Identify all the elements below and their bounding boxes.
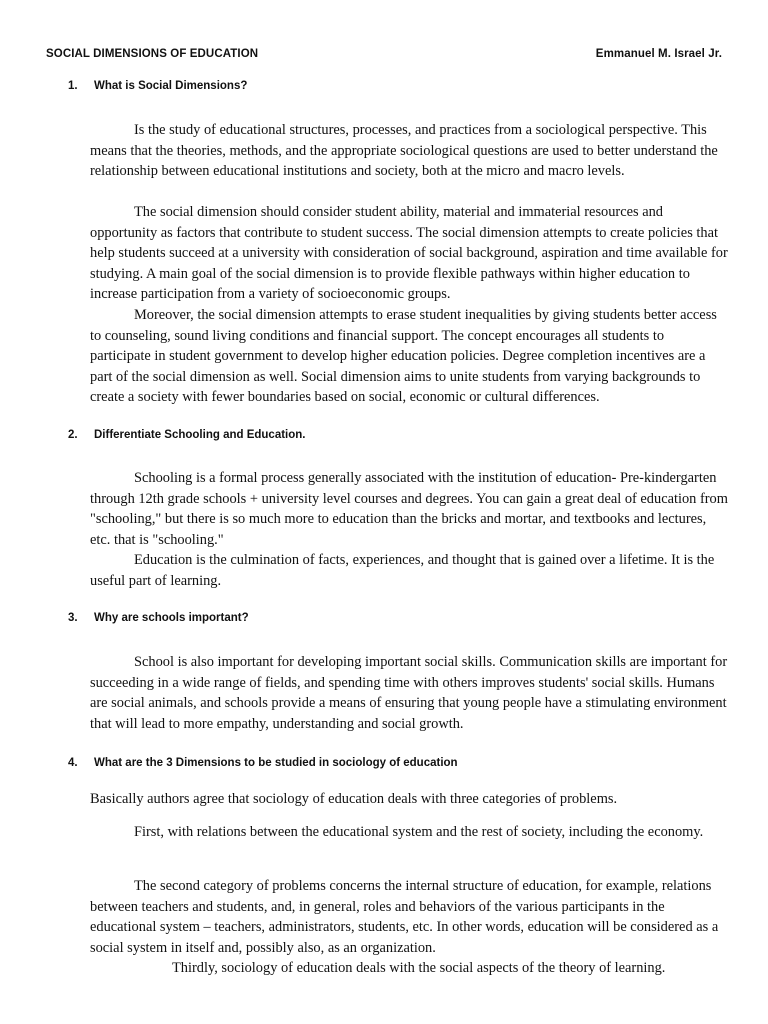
author-name: Emmanuel M. Israel Jr. xyxy=(595,48,722,60)
question-number: 1. xyxy=(68,80,78,92)
paragraph: Basically authors agree that sociology of education deals with three categories of problems. xyxy=(90,791,618,807)
question-heading xyxy=(68,612,249,624)
paragraph: Schooling is a formal process generally associated with the institution of education- Pre-kindergarten through 12th grade schools + university level courses and degrees. You can gain a great deal of education from "schooling," but there is so much more to education than the bricks and mortar, and textbooks and lectures, etc. that is "schooling." xyxy=(90,470,728,548)
paragraph: School is also important for developing important social skills. Communication skills are important for succeeding in a wide range of fields, and spending time with others improves students' social skills. Humans are social animals, and schools provide a means of ensuring that young people have a stimulating environment that will lead to more empathy, understanding and social growth. xyxy=(90,654,728,732)
paragraph: Education is the culmination of facts, experiences, and thought that is gained over a lifetime. It is the useful part of learning. xyxy=(90,552,715,589)
paragraph: The second category of problems concerns the internal structure of education, for example, relations between teachers and students, and, in general, roles and behaviors of the various participants in the educational system – teachers, administrators, students, etc. In other words, education will be considered as a social system in itself and, possibly also, as an organization. xyxy=(90,878,719,956)
paragraph: The social dimension should consider student ability, material and immaterial resources and opportunity as factors that contribute to student success. The social dimension attempts to create policies that help students succeed at a university with consideration of social background, aspiration and time available for studying. A main goal of the social dimension is to provide flexible pathways within higher education to increase participation from a variety of socioeconomic groups. xyxy=(90,204,728,303)
question-text: Differentiate Schooling and Education. xyxy=(94,429,306,441)
question-number: 3. xyxy=(68,612,78,624)
question-text: What is Social Dimensions? xyxy=(94,80,248,92)
paragraph: First, with relations between the educational system and the rest of society, including the economy. xyxy=(134,824,704,840)
paragraph: Is the study of educational structures, processes, and practices from a sociological perspective. This means that the theories, methods, and the appropriate sociological questions are used to better understand the relationship between educational institutions and society, both at the micro and macro levels. xyxy=(90,122,718,180)
question-text: What are the 3 Dimensions to be studied in sociology of education xyxy=(94,757,458,769)
paragraph: Thirdly, sociology of education deals with the social aspects of the theory of learning. xyxy=(172,960,666,976)
paragraph: Moreover, the social dimension attempts to erase student inequalities by giving students better access to counseling, sound living conditions and financial support. The concept encourages all students to participate in student government to develop higher education policies. Degree completion incentives are a part of the social dimension as well. Social dimension aims to unite students from varying backgrounds to create a society with fewer boundaries based on social, economic or cultural differences. xyxy=(90,307,717,406)
question-number: 2. xyxy=(68,429,78,441)
question-heading xyxy=(68,429,306,441)
question-heading xyxy=(68,757,458,769)
question-text: Why are schools important? xyxy=(94,612,249,624)
question-heading xyxy=(68,80,247,92)
document-title: SOCIAL DIMENSIONS OF EDUCATION xyxy=(46,48,259,60)
question-number: 4. xyxy=(68,757,78,769)
